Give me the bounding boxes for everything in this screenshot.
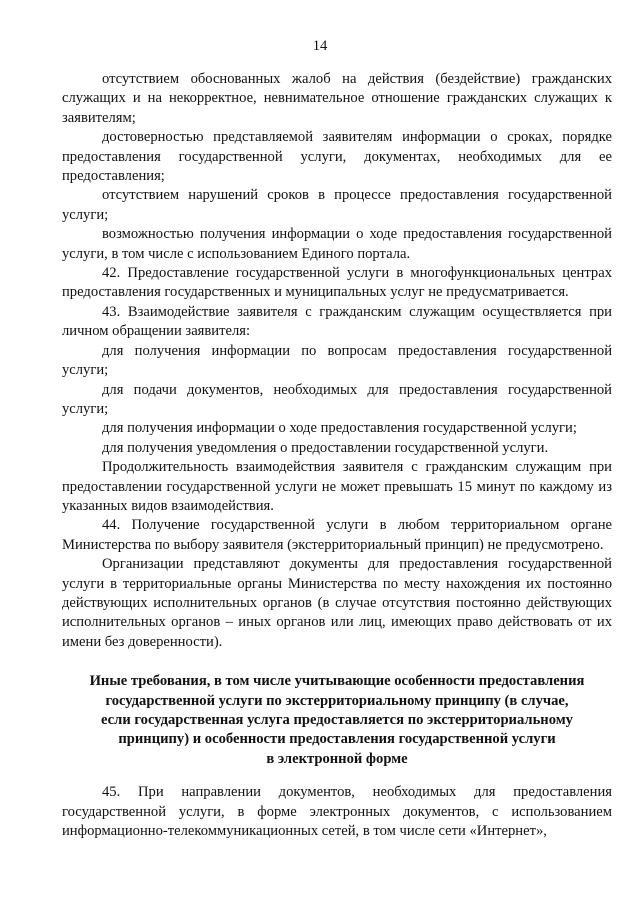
paragraph-item-42: 42. Предоставление государственной услуги в многофункциональных центрах предоставления государственных и муниципальных услуг не предусматривается. [62, 265, 612, 301]
heading-line: в электронной форме [266, 750, 408, 767]
body-text [62, 70, 612, 841]
paragraph: отсутствием обоснованных жалоб на действия (бездействие) гражданских служащих и на некорректное, невнимательное отношение гражданских служащих к заявителям; [62, 71, 612, 126]
heading-line: принципу) и особенности предоставления государственной услуги [118, 731, 556, 748]
paragraph: для получения информации о ходе предоставления государственной услуги; [102, 420, 577, 437]
paragraph-item-44: 44. Получение государственной услуги в любом территориальном органе Министерства по выбору заявителя (экстерриториальный принцип) не предусмотрено. [62, 517, 612, 553]
paragraph: достоверностью представляемой заявителям информации о сроках, порядке предоставления государственной услуги, документах, необходимых для ее предоставления; [62, 129, 612, 185]
section-heading [62, 672, 612, 769]
paragraph: Организации представляют документы для предоставления государственной услуги в территориальные органы Министерства по месту нахождения их постоянно действующих исполнительных органов (в случае отсутствия постоянно действующих исполнительных органов – иных органов или лиц, имеющих право действовать от их имени без доверенности). [62, 556, 612, 650]
paragraph: Продолжительность взаимодействия заявителя с гражданским служащим при предоставлении государственной услуги не может превышать 15 минут по каждому из указанных видов взаимодействия. [62, 459, 612, 514]
heading-line: государственной услуги по экстерриториальному принципу (в случае, [105, 692, 569, 709]
paragraph-item-45: 45. При направлении документов, необходимых для предоставления государственной услуги, в форме электронных документов, с использованием информационно-телекоммуникационных сетей, в том числе сети «Интернет», [62, 784, 612, 840]
heading-line: если государственная услуга предоставляется по экстерриториальному [101, 712, 573, 728]
page-number: 14 [312, 38, 328, 54]
paragraph: возможностью получения информации о ходе предоставления государственной услуги, в том числе с использованием Единого портала. [62, 226, 612, 262]
paragraph: для подачи документов, необходимых для предоставления государственной услуги; [62, 381, 612, 417]
paragraph-item-43: 43. Взаимодействие заявителя с гражданским служащим осуществляется при личном обращении заявителя: [62, 303, 612, 340]
paragraph: отсутствием нарушений сроков в процессе предоставления государственной услуги; [62, 187, 612, 223]
heading-line: Иные требования, в том числе учитывающие особенности предоставления [89, 673, 585, 690]
paragraph: для получения уведомления о предоставлении государственной услуги. [102, 439, 549, 456]
paragraph: для получения информации по вопросам предоставления государственной услуги; [62, 342, 612, 379]
